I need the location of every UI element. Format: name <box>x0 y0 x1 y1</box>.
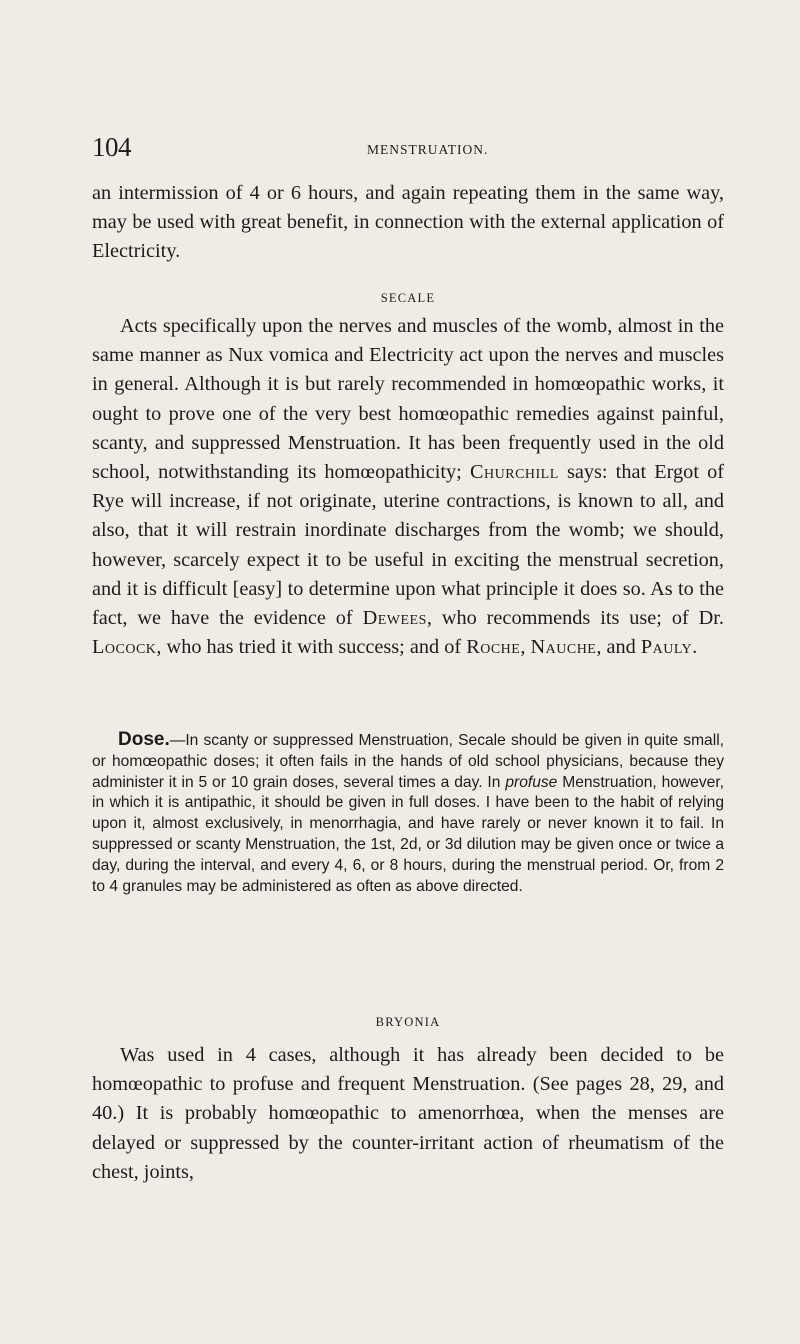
bryonia-paragraph: Was used in 4 cases, although it has already been decided to be homœopathic to profuse and frequent Menstruation. (See pages 28, 29, and 40.) It is probably homœopathic to amenorrhœa, when the menses are delayed or suppressed by the counter-irritant action of rheumatism of the chest, joints, <box>92 1044 724 1183</box>
secale-paragraph <box>92 312 724 662</box>
author-nauche: Nauche <box>530 636 597 659</box>
secale-text-4: , who has tried it with success; and of <box>156 636 467 659</box>
bryonia-heading: BRYONIA <box>375 1015 441 1029</box>
dose-text-2: Menstruation, however, in which it is antipathic, it should be given in full doses. I have been to the habit of relying upon it, almost exclusively, in menorrhagia, and have rarely or never known it to fail. In suppressed or scanty Menstruation, the 1st, 2d, or 3d dilution may be given once or twice a day, during the interval, and every 4, 6, or 8 hours, during the menstrual period. Or, from 2 to 4 granules may be administered as often as above directed. <box>92 773 724 895</box>
author-churchill: Churchill <box>469 461 559 484</box>
dose-italic: profuse <box>505 773 558 791</box>
author-locock: Locock <box>92 636 157 659</box>
secale-text-2: says: that Ergot of Rye will increase, if not originate, uterine contractions, is known to all, and also, that it will restrain inordinate discharges from the womb; we should, however, scarcely expect it to be useful in exciting the menstrual secretion, and it is difficult [easy] to determine upon what principle it does so. As to the fact, we have the evidence of <box>92 461 725 630</box>
secale-end: . <box>692 636 698 659</box>
secale-text-5: , and <box>596 636 641 659</box>
author-pauly: Pauly <box>640 636 693 659</box>
dose-label: Dose. <box>118 729 170 750</box>
secale-text-1: Acts specifically upon the nerves and muscles of the womb, almost in the same manner as Nux vomica and Electricity act upon the nerves and muscles in general. Although it is but rarely recommended in homœopathic works, it ought to prove one of the very best homœopathic remedies against painful, scanty, and suppressed Menstruation. It has been frequently used in the old school, notwithstanding its homœopathicity; <box>92 315 724 484</box>
secale-sep: , <box>520 636 531 659</box>
secale-heading: SECALE <box>380 291 436 305</box>
page-header <box>92 128 732 168</box>
dose-text-1: —In scanty or suppressed Menstruation, Secale should be given in quite small, or homœopathic doses; it often fails in the hands of old school physicians, because they administer it in 5 or 10 grain doses, several times a day. In <box>92 732 724 791</box>
running-head: MENSTRUATION. <box>367 142 489 157</box>
intro-paragraph: an intermission of 4 or 6 hours, and again repeating them in the same way, may be used with great benefit, in connection with the external application of Electricity. <box>92 182 724 263</box>
dose-paragraph <box>92 730 724 897</box>
author-dewees: Dewees <box>362 607 427 630</box>
author-roche: Roche <box>466 636 521 659</box>
secale-text-3: , who recommends its use; of Dr. <box>426 607 724 630</box>
page-number: 104 <box>92 132 131 162</box>
